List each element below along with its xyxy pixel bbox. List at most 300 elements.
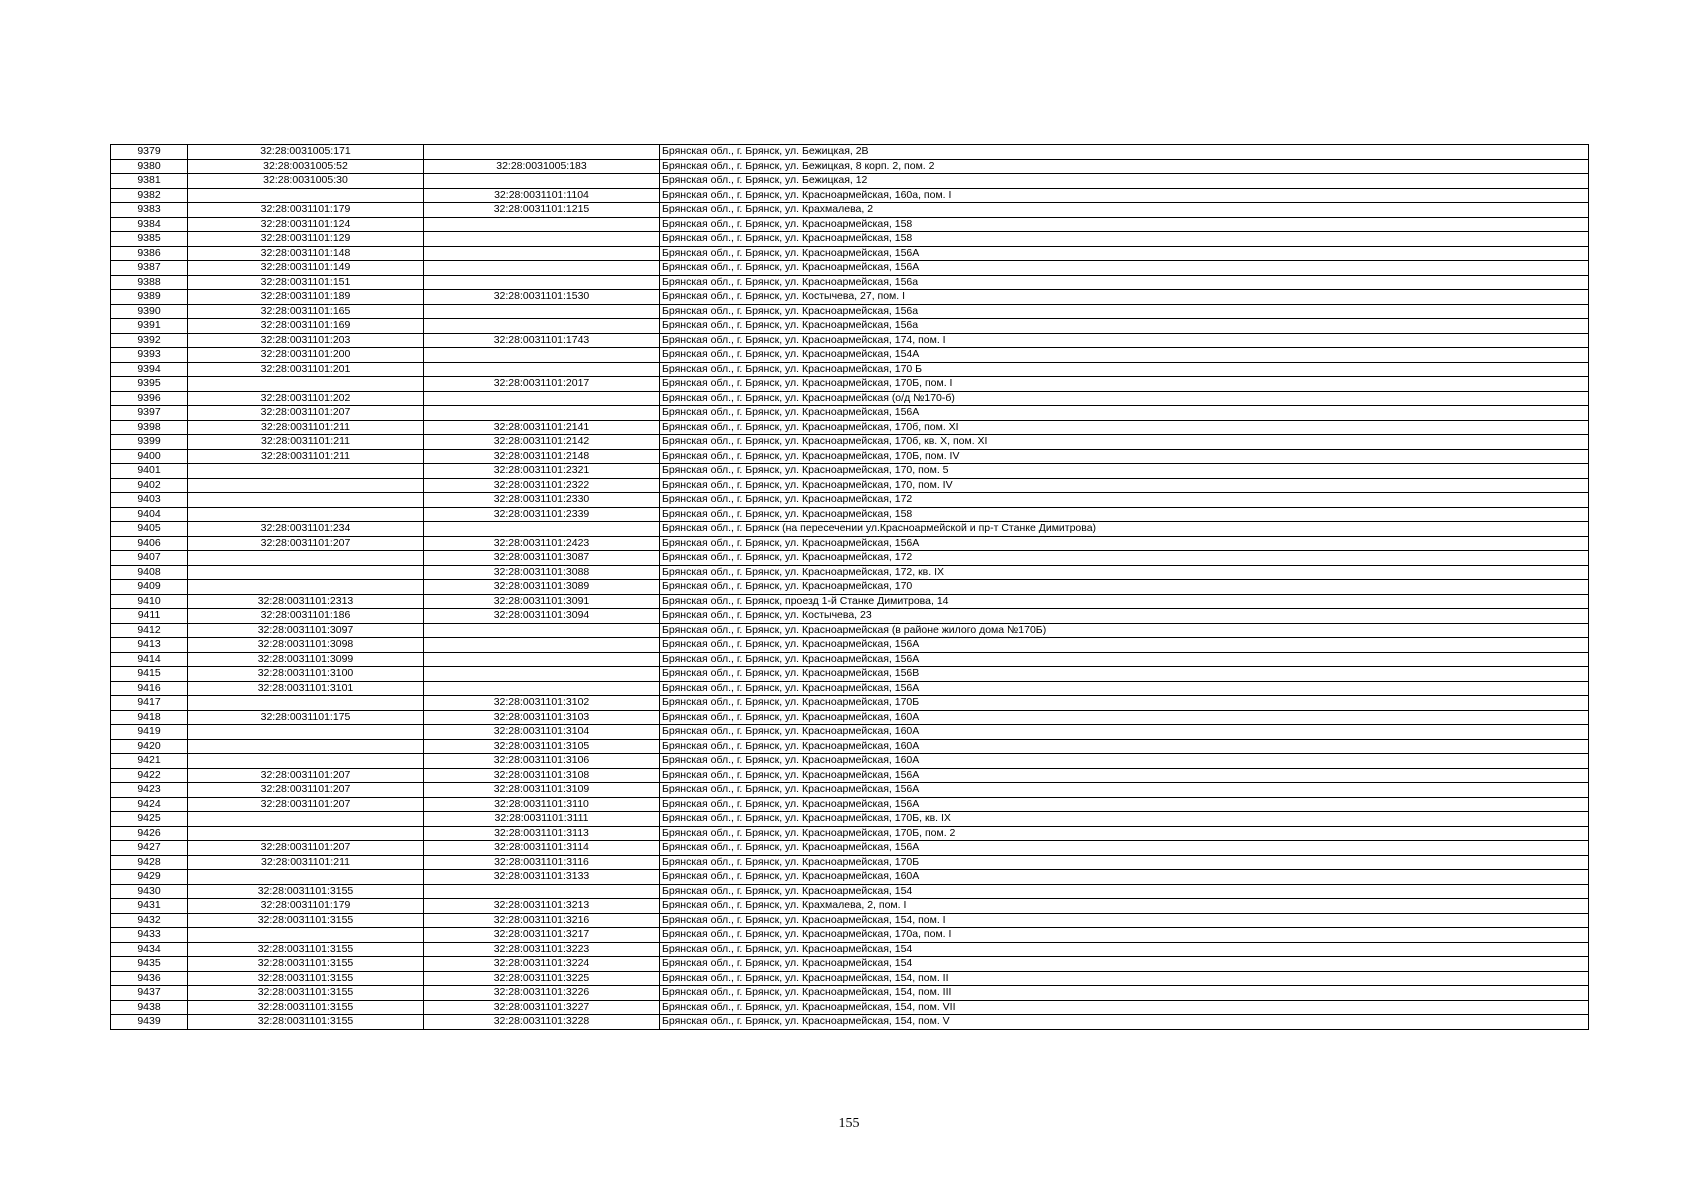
related-cadastral-number-cell <box>424 319 660 334</box>
related-cadastral-number-cell <box>424 638 660 653</box>
table-row <box>111 449 1589 464</box>
address-cell: Брянская обл., г. Брянск, ул. Красноармейская, 154, пом. VII <box>660 1000 1589 1015</box>
address-cell: Брянская обл., г. Брянск, ул. Красноармейская, 170б, кв. X, пом. XI <box>660 435 1589 450</box>
address-cell: Брянская обл., г. Брянск, ул. Костычева, 27, пом. I <box>660 290 1589 305</box>
row-number-cell: 9398 <box>111 420 188 435</box>
address-cell: Брянская обл., г. Брянск, ул. Красноармейская, 160А <box>660 739 1589 754</box>
row-number-cell: 9421 <box>111 754 188 769</box>
cadastral-number-cell: 32:28:0031101:3155 <box>188 971 424 986</box>
address-cell: Брянская обл., г. Брянск, ул. Красноармейская, 154, пом. V <box>660 1015 1589 1030</box>
table-row <box>111 652 1589 667</box>
cadastral-number-cell: 32:28:0031101:3155 <box>188 1000 424 1015</box>
related-cadastral-number-cell: 32:28:0031101:3116 <box>424 855 660 870</box>
related-cadastral-number-cell <box>424 406 660 421</box>
address-cell: Брянская обл., г. Брянск, ул. Красноармейская, 156А <box>660 681 1589 696</box>
table-row <box>111 928 1589 943</box>
related-cadastral-number-cell: 32:28:0031101:2142 <box>424 435 660 450</box>
related-cadastral-number-cell: 32:28:0031101:3114 <box>424 841 660 856</box>
related-cadastral-number-cell: 32:28:0031101:3227 <box>424 1000 660 1015</box>
row-number-cell: 9434 <box>111 942 188 957</box>
table-row <box>111 1000 1589 1015</box>
address-cell: Брянская обл., г. Брянск, ул. Красноармейская (в районе жилого дома №170Б) <box>660 623 1589 638</box>
row-number-cell: 9396 <box>111 391 188 406</box>
row-number-cell: 9436 <box>111 971 188 986</box>
address-cell: Брянская обл., г. Брянск, ул. Красноармейская, 160А <box>660 870 1589 885</box>
row-number-cell: 9387 <box>111 261 188 276</box>
cadastral-number-cell: 32:28:0031101:211 <box>188 420 424 435</box>
row-number-cell: 9394 <box>111 362 188 377</box>
address-cell: Брянская обл., г. Брянск, ул. Красноармейская, 158 <box>660 507 1589 522</box>
row-number-cell: 9418 <box>111 710 188 725</box>
address-cell: Брянская обл., г. Брянск, ул. Красноармейская, 172 <box>660 551 1589 566</box>
row-number-cell: 9379 <box>111 145 188 160</box>
cadastral-number-cell <box>188 812 424 827</box>
cadastral-number-cell: 32:28:0031101:186 <box>188 609 424 624</box>
address-cell: Брянская обл., г. Брянск, ул. Красноармейская, 170, пом. IV <box>660 478 1589 493</box>
row-number-cell: 9435 <box>111 957 188 972</box>
cadastral-number-cell <box>188 188 424 203</box>
cadastral-number-cell: 32:28:0031101:3099 <box>188 652 424 667</box>
cadastral-number-cell <box>188 507 424 522</box>
cadastral-number-cell: 32:28:0031101:207 <box>188 783 424 798</box>
table-row <box>111 913 1589 928</box>
related-cadastral-number-cell: 32:28:0031101:3111 <box>424 812 660 827</box>
address-cell: Брянская обл., г. Брянск (на пересечении ул.Красноармейской и пр-т Станке Димитрова) <box>660 522 1589 537</box>
related-cadastral-number-cell <box>424 391 660 406</box>
cadastral-number-cell: 32:28:0031101:207 <box>188 536 424 551</box>
related-cadastral-number-cell <box>424 145 660 160</box>
table-row <box>111 623 1589 638</box>
row-number-cell: 9402 <box>111 478 188 493</box>
address-cell: Брянская обл., г. Брянск, ул. Бежицкая, 8 корп. 2, пом. 2 <box>660 159 1589 174</box>
cadastral-number-cell: 32:28:0031005:171 <box>188 145 424 160</box>
cadastral-number-cell <box>188 870 424 885</box>
address-cell: Брянская обл., г. Брянск, ул. Красноармейская, 160А <box>660 710 1589 725</box>
table-row <box>111 507 1589 522</box>
table-row <box>111 159 1589 174</box>
cadastral-number-cell: 32:28:0031101:207 <box>188 406 424 421</box>
address-cell: Брянская обл., г. Брянск, ул. Красноармейская, 170Б <box>660 696 1589 711</box>
address-cell: Брянская обл., г. Брянск, ул. Красноармейская, 174, пом. I <box>660 333 1589 348</box>
related-cadastral-number-cell: 32:28:0031101:3087 <box>424 551 660 566</box>
table-row <box>111 783 1589 798</box>
cadastral-number-cell <box>188 696 424 711</box>
row-number-cell: 9433 <box>111 928 188 943</box>
related-cadastral-number-cell <box>424 623 660 638</box>
related-cadastral-number-cell: 32:28:0031101:3113 <box>424 826 660 841</box>
table-row <box>111 812 1589 827</box>
address-cell: Брянская обл., г. Брянск, ул. Красноармейская, 154 <box>660 942 1589 957</box>
related-cadastral-number-cell: 32:28:0031101:2148 <box>424 449 660 464</box>
cadastral-number-cell: 32:28:0031101:3155 <box>188 913 424 928</box>
related-cadastral-number-cell <box>424 275 660 290</box>
row-number-cell: 9417 <box>111 696 188 711</box>
row-number-cell: 9420 <box>111 739 188 754</box>
row-number-cell: 9430 <box>111 884 188 899</box>
table-row <box>111 493 1589 508</box>
related-cadastral-number-cell <box>424 261 660 276</box>
table-row <box>111 551 1589 566</box>
cadastral-number-cell <box>188 377 424 392</box>
address-cell: Брянская обл., г. Брянск, ул. Красноармейская, 156А <box>660 261 1589 276</box>
cadastral-number-cell: 32:28:0031101:3097 <box>188 623 424 638</box>
cadastral-number-cell: 32:28:0031101:207 <box>188 768 424 783</box>
cadastral-number-cell <box>188 580 424 595</box>
row-number-cell: 9386 <box>111 246 188 261</box>
address-cell: Брянская обл., г. Брянск, ул. Красноармейская, 154, пом. I <box>660 913 1589 928</box>
address-cell: Брянская обл., г. Брянск, ул. Красноармейская, 170Б, пом. I <box>660 377 1589 392</box>
table-row <box>111 667 1589 682</box>
row-number-cell: 9408 <box>111 565 188 580</box>
address-cell: Брянская обл., г. Брянск, ул. Крахмалева, 2, пом. I <box>660 899 1589 914</box>
cadastral-number-cell: 32:28:0031101:3155 <box>188 884 424 899</box>
cadastral-number-cell: 32:28:0031101:207 <box>188 841 424 856</box>
row-number-cell: 9410 <box>111 594 188 609</box>
related-cadastral-number-cell <box>424 304 660 319</box>
table-row <box>111 899 1589 914</box>
cadastral-number-cell <box>188 551 424 566</box>
table-row <box>111 826 1589 841</box>
row-number-cell: 9424 <box>111 797 188 812</box>
table-row <box>111 246 1589 261</box>
cadastral-number-cell: 32:28:0031101:169 <box>188 319 424 334</box>
related-cadastral-number-cell <box>424 217 660 232</box>
table-row <box>111 638 1589 653</box>
related-cadastral-number-cell: 32:28:0031005:183 <box>424 159 660 174</box>
related-cadastral-number-cell: 32:28:0031101:3102 <box>424 696 660 711</box>
address-cell: Брянская обл., г. Брянск, ул. Бежицкая, 12 <box>660 174 1589 189</box>
row-number-cell: 9390 <box>111 304 188 319</box>
related-cadastral-number-cell: 32:28:0031101:3216 <box>424 913 660 928</box>
address-cell: Брянская обл., г. Брянск, ул. Красноармейская, 154 <box>660 884 1589 899</box>
cadastral-number-cell: 32:28:0031101:151 <box>188 275 424 290</box>
table-row <box>111 942 1589 957</box>
related-cadastral-number-cell: 32:28:0031101:3104 <box>424 725 660 740</box>
related-cadastral-number-cell <box>424 652 660 667</box>
table-row <box>111 464 1589 479</box>
table-body <box>111 145 1589 1030</box>
table-row <box>111 609 1589 624</box>
related-cadastral-number-cell: 32:28:0031101:3105 <box>424 739 660 754</box>
related-cadastral-number-cell <box>424 681 660 696</box>
cadastral-number-cell: 32:28:0031101:2313 <box>188 594 424 609</box>
cadastral-number-cell: 32:28:0031101:148 <box>188 246 424 261</box>
row-number-cell: 9409 <box>111 580 188 595</box>
table-row <box>111 754 1589 769</box>
address-cell: Брянская обл., г. Брянск, ул. Красноармейская, 156А <box>660 246 1589 261</box>
table-row <box>111 957 1589 972</box>
related-cadastral-number-cell: 32:28:0031101:3091 <box>424 594 660 609</box>
table-row <box>111 348 1589 363</box>
cadastral-number-cell: 32:28:0031101:3155 <box>188 986 424 1001</box>
cadastral-number-cell: 32:28:0031101:149 <box>188 261 424 276</box>
cadastral-number-cell: 32:28:0031101:203 <box>188 333 424 348</box>
address-cell: Брянская обл., г. Брянск, ул. Красноармейская, 154 <box>660 957 1589 972</box>
cadastral-number-cell: 32:28:0031101:129 <box>188 232 424 247</box>
cadastral-number-cell: 32:28:0031101:3100 <box>188 667 424 682</box>
row-number-cell: 9383 <box>111 203 188 218</box>
table-row <box>111 217 1589 232</box>
address-cell: Брянская обл., г. Брянск, ул. Красноармейская, 154, пом. II <box>660 971 1589 986</box>
cadastral-number-cell: 32:28:0031101:179 <box>188 899 424 914</box>
related-cadastral-number-cell: 32:28:0031101:3224 <box>424 957 660 972</box>
related-cadastral-number-cell <box>424 884 660 899</box>
related-cadastral-number-cell: 32:28:0031101:3103 <box>424 710 660 725</box>
row-number-cell: 9392 <box>111 333 188 348</box>
related-cadastral-number-cell <box>424 246 660 261</box>
related-cadastral-number-cell: 32:28:0031101:3225 <box>424 971 660 986</box>
related-cadastral-number-cell: 32:28:0031101:3133 <box>424 870 660 885</box>
cadastral-number-cell: 32:28:0031101:234 <box>188 522 424 537</box>
table-row <box>111 435 1589 450</box>
table-row <box>111 145 1589 160</box>
row-number-cell: 9437 <box>111 986 188 1001</box>
table-row <box>111 478 1589 493</box>
table-row <box>111 536 1589 551</box>
table-row <box>111 319 1589 334</box>
related-cadastral-number-cell: 32:28:0031101:1743 <box>424 333 660 348</box>
row-number-cell: 9419 <box>111 725 188 740</box>
cadastral-number-cell <box>188 464 424 479</box>
table-row <box>111 203 1589 218</box>
table-row <box>111 594 1589 609</box>
related-cadastral-number-cell <box>424 348 660 363</box>
cadastral-number-cell: 32:28:0031101:200 <box>188 348 424 363</box>
row-number-cell: 9411 <box>111 609 188 624</box>
cadastral-number-cell: 32:28:0031101:3155 <box>188 957 424 972</box>
row-number-cell: 9388 <box>111 275 188 290</box>
related-cadastral-number-cell <box>424 362 660 377</box>
related-cadastral-number-cell: 32:28:0031101:3213 <box>424 899 660 914</box>
address-cell: Брянская обл., г. Брянск, ул. Крахмалева, 2 <box>660 203 1589 218</box>
row-number-cell: 9385 <box>111 232 188 247</box>
table-row <box>111 1015 1589 1030</box>
address-cell: Брянская обл., г. Брянск, ул. Красноармейская, 158 <box>660 217 1589 232</box>
address-cell: Брянская обл., г. Брянск, ул. Красноармейская, 156А <box>660 638 1589 653</box>
related-cadastral-number-cell: 32:28:0031101:3088 <box>424 565 660 580</box>
cadastral-number-cell: 32:28:0031101:201 <box>188 362 424 377</box>
table-row <box>111 841 1589 856</box>
address-cell: Брянская обл., г. Брянск, ул. Красноармейская, 170б, пом. XI <box>660 420 1589 435</box>
related-cadastral-number-cell: 32:28:0031101:3094 <box>424 609 660 624</box>
row-number-cell: 9384 <box>111 217 188 232</box>
cadastral-number-cell: 32:28:0031101:211 <box>188 449 424 464</box>
address-cell: Брянская обл., г. Брянск, ул. Красноармейская, 156а <box>660 275 1589 290</box>
address-cell: Брянская обл., г. Брянск, ул. Красноармейская, 156А <box>660 841 1589 856</box>
address-cell: Брянская обл., г. Брянск, ул. Красноармейская, 156А <box>660 797 1589 812</box>
address-cell: Брянская обл., г. Брянск, проезд 1-й Станке Димитрова, 14 <box>660 594 1589 609</box>
address-cell: Брянская обл., г. Брянск, ул. Красноармейская, 170а, пом. I <box>660 928 1589 943</box>
related-cadastral-number-cell: 32:28:0031101:3226 <box>424 986 660 1001</box>
table-row <box>111 261 1589 276</box>
related-cadastral-number-cell: 32:28:0031101:3110 <box>424 797 660 812</box>
row-number-cell: 9412 <box>111 623 188 638</box>
table-row <box>111 971 1589 986</box>
cadastral-number-cell: 32:28:0031005:30 <box>188 174 424 189</box>
cadastral-number-cell <box>188 565 424 580</box>
cadastral-number-cell: 32:28:0031101:3155 <box>188 1015 424 1030</box>
related-cadastral-number-cell: 32:28:0031101:3109 <box>424 783 660 798</box>
address-cell: Брянская обл., г. Брянск, ул. Красноармейская, 156А <box>660 406 1589 421</box>
address-cell: Брянская обл., г. Брянск, ул. Бежицкая, 2В <box>660 145 1589 160</box>
cadastral-number-cell: 32:28:0031101:175 <box>188 710 424 725</box>
related-cadastral-number-cell: 32:28:0031101:2423 <box>424 536 660 551</box>
table-row <box>111 797 1589 812</box>
related-cadastral-number-cell <box>424 522 660 537</box>
row-number-cell: 9391 <box>111 319 188 334</box>
cadastral-number-cell: 32:28:0031101:211 <box>188 435 424 450</box>
address-cell: Брянская обл., г. Брянск, ул. Красноармейская, 170Б, пом. IV <box>660 449 1589 464</box>
page-number: 155 <box>838 1116 860 1131</box>
row-number-cell: 9405 <box>111 522 188 537</box>
address-cell: Брянская обл., г. Брянск, ул. Красноармейская, 160а, пом. I <box>660 188 1589 203</box>
table-row <box>111 174 1589 189</box>
address-cell: Брянская обл., г. Брянск, ул. Красноармейская (о/д №170-б) <box>660 391 1589 406</box>
address-cell: Брянская обл., г. Брянск, ул. Красноармейская, 156А <box>660 652 1589 667</box>
table-row <box>111 377 1589 392</box>
row-number-cell: 9422 <box>111 768 188 783</box>
cadastral-number-cell <box>188 493 424 508</box>
address-cell: Брянская обл., г. Брянск, ул. Красноармейская, 156А <box>660 783 1589 798</box>
address-cell: Брянская обл., г. Брянск, ул. Красноармейская, 154, пом. III <box>660 986 1589 1001</box>
address-cell: Брянская обл., г. Брянск, ул. Красноармейская, 160А <box>660 725 1589 740</box>
table-row <box>111 290 1589 305</box>
address-cell: Брянская обл., г. Брянск, ул. Красноармейская, 170Б, кв. IX <box>660 812 1589 827</box>
table-row <box>111 232 1589 247</box>
address-cell: Брянская обл., г. Брянск, ул. Красноармейская, 156а <box>660 319 1589 334</box>
cadastral-number-cell: 32:28:0031101:189 <box>188 290 424 305</box>
table-row <box>111 870 1589 885</box>
cadastral-number-cell: 32:28:0031101:124 <box>188 217 424 232</box>
related-cadastral-number-cell: 32:28:0031101:3106 <box>424 754 660 769</box>
row-number-cell: 9393 <box>111 348 188 363</box>
related-cadastral-number-cell: 32:28:0031101:2330 <box>424 493 660 508</box>
related-cadastral-number-cell: 32:28:0031101:3089 <box>424 580 660 595</box>
table-row <box>111 580 1589 595</box>
cadastral-number-cell: 32:28:0031101:179 <box>188 203 424 218</box>
row-number-cell: 9432 <box>111 913 188 928</box>
row-number-cell: 9406 <box>111 536 188 551</box>
row-number-cell: 9400 <box>111 449 188 464</box>
table-row <box>111 406 1589 421</box>
table-row <box>111 565 1589 580</box>
row-number-cell: 9425 <box>111 812 188 827</box>
related-cadastral-number-cell: 32:28:0031101:2141 <box>424 420 660 435</box>
row-number-cell: 9429 <box>111 870 188 885</box>
cadastral-number-cell <box>188 478 424 493</box>
address-cell: Брянская обл., г. Брянск, ул. Красноармейская, 172 <box>660 493 1589 508</box>
related-cadastral-number-cell <box>424 232 660 247</box>
row-number-cell: 9413 <box>111 638 188 653</box>
cadastral-number-cell: 32:28:0031101:3155 <box>188 942 424 957</box>
related-cadastral-number-cell: 32:28:0031101:3217 <box>424 928 660 943</box>
row-number-cell: 9416 <box>111 681 188 696</box>
address-cell: Брянская обл., г. Брянск, ул. Красноармейская, 170, пом. 5 <box>660 464 1589 479</box>
row-number-cell: 9426 <box>111 826 188 841</box>
related-cadastral-number-cell: 32:28:0031101:2017 <box>424 377 660 392</box>
row-number-cell: 9407 <box>111 551 188 566</box>
table-row <box>111 696 1589 711</box>
cadastral-number-cell <box>188 725 424 740</box>
row-number-cell: 9403 <box>111 493 188 508</box>
row-number-cell: 9389 <box>111 290 188 305</box>
cadastral-number-cell <box>188 754 424 769</box>
table-row <box>111 333 1589 348</box>
table-row <box>111 391 1589 406</box>
table-row <box>111 768 1589 783</box>
address-cell: Брянская обл., г. Брянск, ул. Красноармейская, 156В <box>660 667 1589 682</box>
cadastral-number-cell: 32:28:0031101:207 <box>188 797 424 812</box>
address-cell: Брянская обл., г. Брянск, ул. Красноармейская, 170Б, пом. 2 <box>660 826 1589 841</box>
cadastral-number-cell: 32:28:0031005:52 <box>188 159 424 174</box>
address-cell: Брянская обл., г. Брянск, ул. Костычева, 23 <box>660 609 1589 624</box>
cadastral-number-cell: 32:28:0031101:3098 <box>188 638 424 653</box>
row-number-cell: 9399 <box>111 435 188 450</box>
related-cadastral-number-cell: 32:28:0031101:3108 <box>424 768 660 783</box>
table-row <box>111 522 1589 537</box>
row-number-cell: 9415 <box>111 667 188 682</box>
row-number-cell: 9397 <box>111 406 188 421</box>
cadastral-number-cell: 32:28:0031101:211 <box>188 855 424 870</box>
related-cadastral-number-cell <box>424 667 660 682</box>
row-number-cell: 9438 <box>111 1000 188 1015</box>
address-cell: Брянская обл., г. Брянск, ул. Красноармейская, 156А <box>660 768 1589 783</box>
cadastral-number-cell: 32:28:0031101:3101 <box>188 681 424 696</box>
address-cell: Брянская обл., г. Брянск, ул. Красноармейская, 154А <box>660 348 1589 363</box>
table-row <box>111 725 1589 740</box>
table-row <box>111 188 1589 203</box>
table-row <box>111 710 1589 725</box>
related-cadastral-number-cell: 32:28:0031101:3223 <box>424 942 660 957</box>
related-cadastral-number-cell: 32:28:0031101:3228 <box>424 1015 660 1030</box>
row-number-cell: 9381 <box>111 174 188 189</box>
row-number-cell: 9404 <box>111 507 188 522</box>
table-row <box>111 304 1589 319</box>
address-cell: Брянская обл., г. Брянск, ул. Красноармейская, 160А <box>660 754 1589 769</box>
row-number-cell: 9427 <box>111 841 188 856</box>
row-number-cell: 9401 <box>111 464 188 479</box>
table-row <box>111 855 1589 870</box>
row-number-cell: 9431 <box>111 899 188 914</box>
row-number-cell: 9380 <box>111 159 188 174</box>
row-number-cell: 9423 <box>111 783 188 798</box>
table-row <box>111 884 1589 899</box>
cadastral-number-cell <box>188 826 424 841</box>
table-row <box>111 362 1589 377</box>
table-row <box>111 420 1589 435</box>
table-row <box>111 739 1589 754</box>
row-number-cell: 9439 <box>111 1015 188 1030</box>
cadastral-number-cell <box>188 739 424 754</box>
related-cadastral-number-cell: 32:28:0031101:1104 <box>424 188 660 203</box>
address-cell: Брянская обл., г. Брянск, ул. Красноармейская, 170 <box>660 580 1589 595</box>
related-cadastral-number-cell: 32:28:0031101:2321 <box>424 464 660 479</box>
related-cadastral-number-cell: 32:28:0031101:2339 <box>424 507 660 522</box>
related-cadastral-number-cell: 32:28:0031101:1530 <box>424 290 660 305</box>
cadastral-number-cell: 32:28:0031101:202 <box>188 391 424 406</box>
address-cell: Брянская обл., г. Брянск, ул. Красноармейская, 170 Б <box>660 362 1589 377</box>
row-number-cell: 9382 <box>111 188 188 203</box>
related-cadastral-number-cell: 32:28:0031101:1215 <box>424 203 660 218</box>
address-cell: Брянская обл., г. Брянск, ул. Красноармейская, 172, кв. IX <box>660 565 1589 580</box>
register-table <box>110 144 1589 1030</box>
row-number-cell: 9428 <box>111 855 188 870</box>
address-cell: Брянская обл., г. Брянск, ул. Красноармейская, 156а <box>660 304 1589 319</box>
related-cadastral-number-cell: 32:28:0031101:2322 <box>424 478 660 493</box>
table-row <box>111 275 1589 290</box>
cadastral-number-cell <box>188 928 424 943</box>
table-row <box>111 681 1589 696</box>
